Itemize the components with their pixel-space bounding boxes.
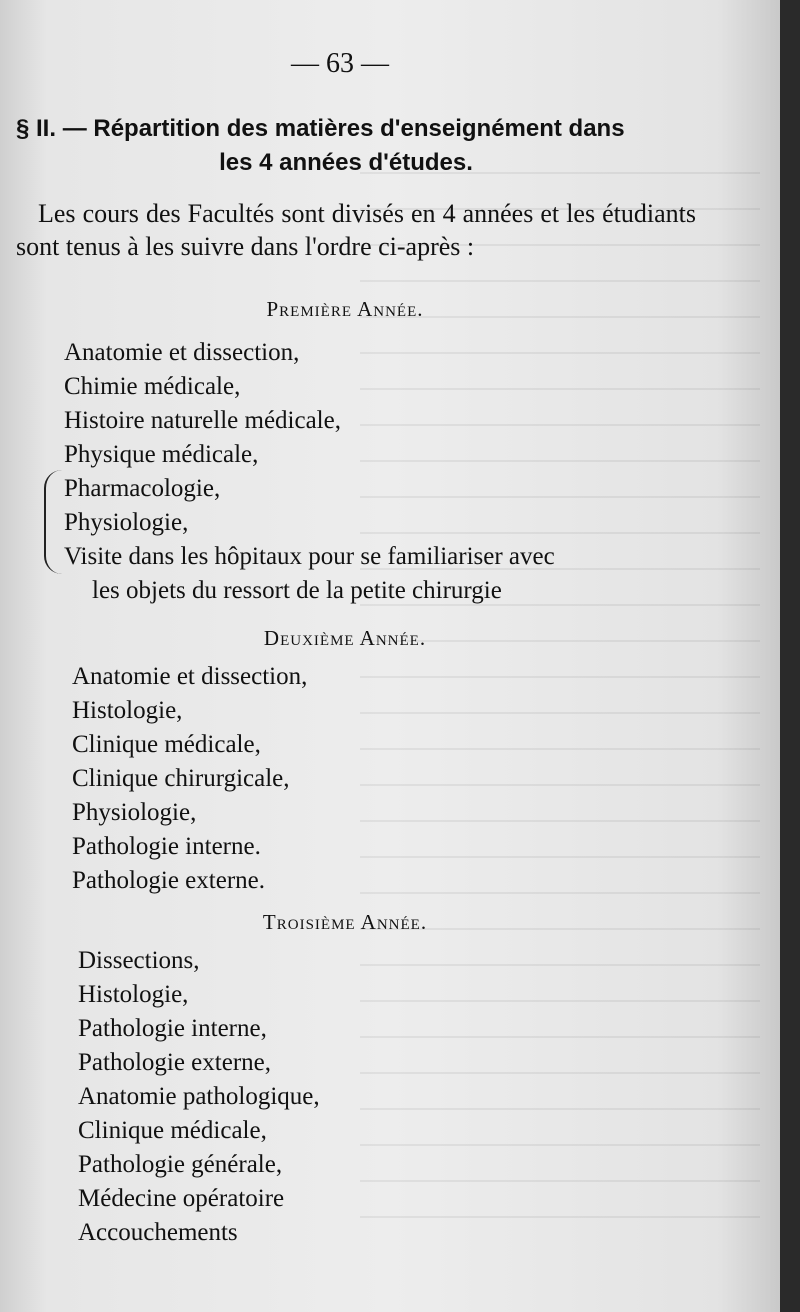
list-item: Pathologie externe, <box>78 1049 271 1076</box>
list-item: Anatomie et dissection, <box>72 663 308 690</box>
list-item: Histologie, <box>78 981 189 1008</box>
list-item: Chimie médicale, <box>64 373 241 400</box>
third-year-list <box>78 944 320 1250</box>
list-item: Clinique médicale, <box>78 1117 267 1144</box>
year-heading-second: Deuxième Année. <box>263 626 427 650</box>
list-item: Pathologie externe. <box>72 867 265 894</box>
section-title-line1: — Répartition des matières d'enseignément dans <box>62 115 625 142</box>
list-item: Anatomie et dissection, <box>64 339 300 366</box>
list-item: Pathologie interne, <box>78 1015 267 1042</box>
list-item: Clinique médicale, <box>72 731 261 758</box>
page-number: — 63 — <box>291 48 389 79</box>
section-title-line2: les 4 années d'études. <box>219 149 473 176</box>
list-item: Visite dans les hôpitaux pour se familiariser avec <box>64 543 555 570</box>
list-item: Pathologie interne. <box>72 833 261 860</box>
year-heading-first: Première Année. <box>266 297 424 321</box>
first-year-list <box>64 336 555 608</box>
year-heading-third: Troisième Année. <box>262 910 428 934</box>
list-item: Pathologie générale, <box>78 1151 283 1178</box>
list-item: Histologie, <box>72 697 183 724</box>
list-item: Anatomie pathologique, <box>78 1083 320 1110</box>
list-item: Physiologie, <box>64 509 189 536</box>
list-item: Physiologie, <box>72 799 197 826</box>
list-item: Accouchements <box>78 1219 238 1246</box>
handwritten-bracket-mark <box>44 470 66 574</box>
intro-paragraph <box>16 197 696 263</box>
section-heading <box>16 112 706 180</box>
list-item-continuation: les objets du ressort de la petite chirurgie <box>92 577 502 604</box>
list-item: Histoire naturelle médicale, <box>64 407 341 434</box>
second-year-list <box>72 660 307 898</box>
list-item: Physique médicale, <box>64 441 259 468</box>
list-item: Dissections, <box>78 947 200 974</box>
list-item: Clinique chirurgicale, <box>72 765 290 792</box>
intro-text: Les cours des Facultés sont divisés en 4 années et les étudiants sont tenus à les suivre dans l'ordre ci-après : <box>16 199 696 261</box>
section-symbol: § II. <box>16 115 57 142</box>
list-item: Médecine opératoire <box>78 1185 285 1212</box>
list-item: Pharmacologie, <box>64 475 221 502</box>
